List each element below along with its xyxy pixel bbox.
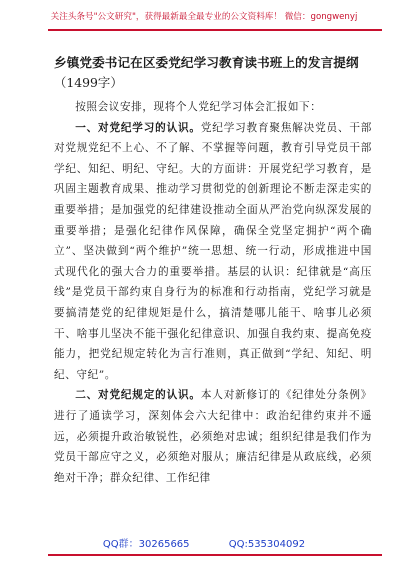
word-count: （1499字） [54, 75, 123, 90]
header-divider [48, 29, 382, 31]
document-title: 乡镇党委书记在区委党纪学习教育读书班上的发言提纲 [54, 55, 359, 70]
section-2-heading: 二、对党纪规定的认识。 [75, 389, 201, 402]
intro-paragraph: 按照会议安排，现将个人党纪学习体会汇报如下： [75, 101, 322, 113]
section-2-body: 本人对新修订的《纪律处分条例》进行了通读学习，深刻体会六大纪律中：政治纪律约束并不遥远，必须提升政治敏锐性，必须绝对忠诚；组织纪律是我们作为党员干部应守之义，必须绝对服从；廉洁纪律是从政底线，必须绝对干净；群众纪律、工作纪律 [54, 389, 372, 484]
footer-contacts [0, 535, 408, 550]
footer-divider [48, 554, 382, 556]
qq-group-text: QQ群：30265665 [102, 539, 190, 550]
header-banner: 关注头条号"公文研究"，获得最新最全最专业的公文资料库！ 微信：gongwenyj [50, 12, 358, 22]
document-body [54, 52, 372, 488]
section-1-body: 党纪学习教育聚焦解决党员、干部对党规党纪不上心、不了解、不掌握等问题，教育引导党员干部学纪、知纪、明纪、守纪。大的方面讲：开展党纪学习教育，是巩固主题教育成果、推动学习贯彻党的创新理论不断走深走实的重要举措；是加强党的纪律建设推动全面从严治党向纵深发展的重要举措；是强化纪律作风保障，确保全党坚定拥护“两个确立”、坚决做到“两个维护”统一思想、统一行动，形成推进中国式现代化的强大合力的重要举措。基层的认识：纪律就是“高压线”是党员干部约束自身行为的标准和行动指南，党纪学习就是要搞清楚党的纪律规矩是什么，搞清楚哪儿能干、啥事儿必须干、啥事儿坚决不能干强化纪律意识、加强自我约束、提高免疫能力，把党纪规定转化为言行准则，真正做到“学纪、知纪、明纪、守纪”。 [54, 121, 372, 381]
section-1-heading: 一、对党纪学习的认识。 [75, 121, 201, 134]
section-1-paragraph [54, 118, 372, 386]
qq-text: QQ:535304092 [228, 539, 306, 550]
section-2-paragraph [54, 385, 372, 488]
